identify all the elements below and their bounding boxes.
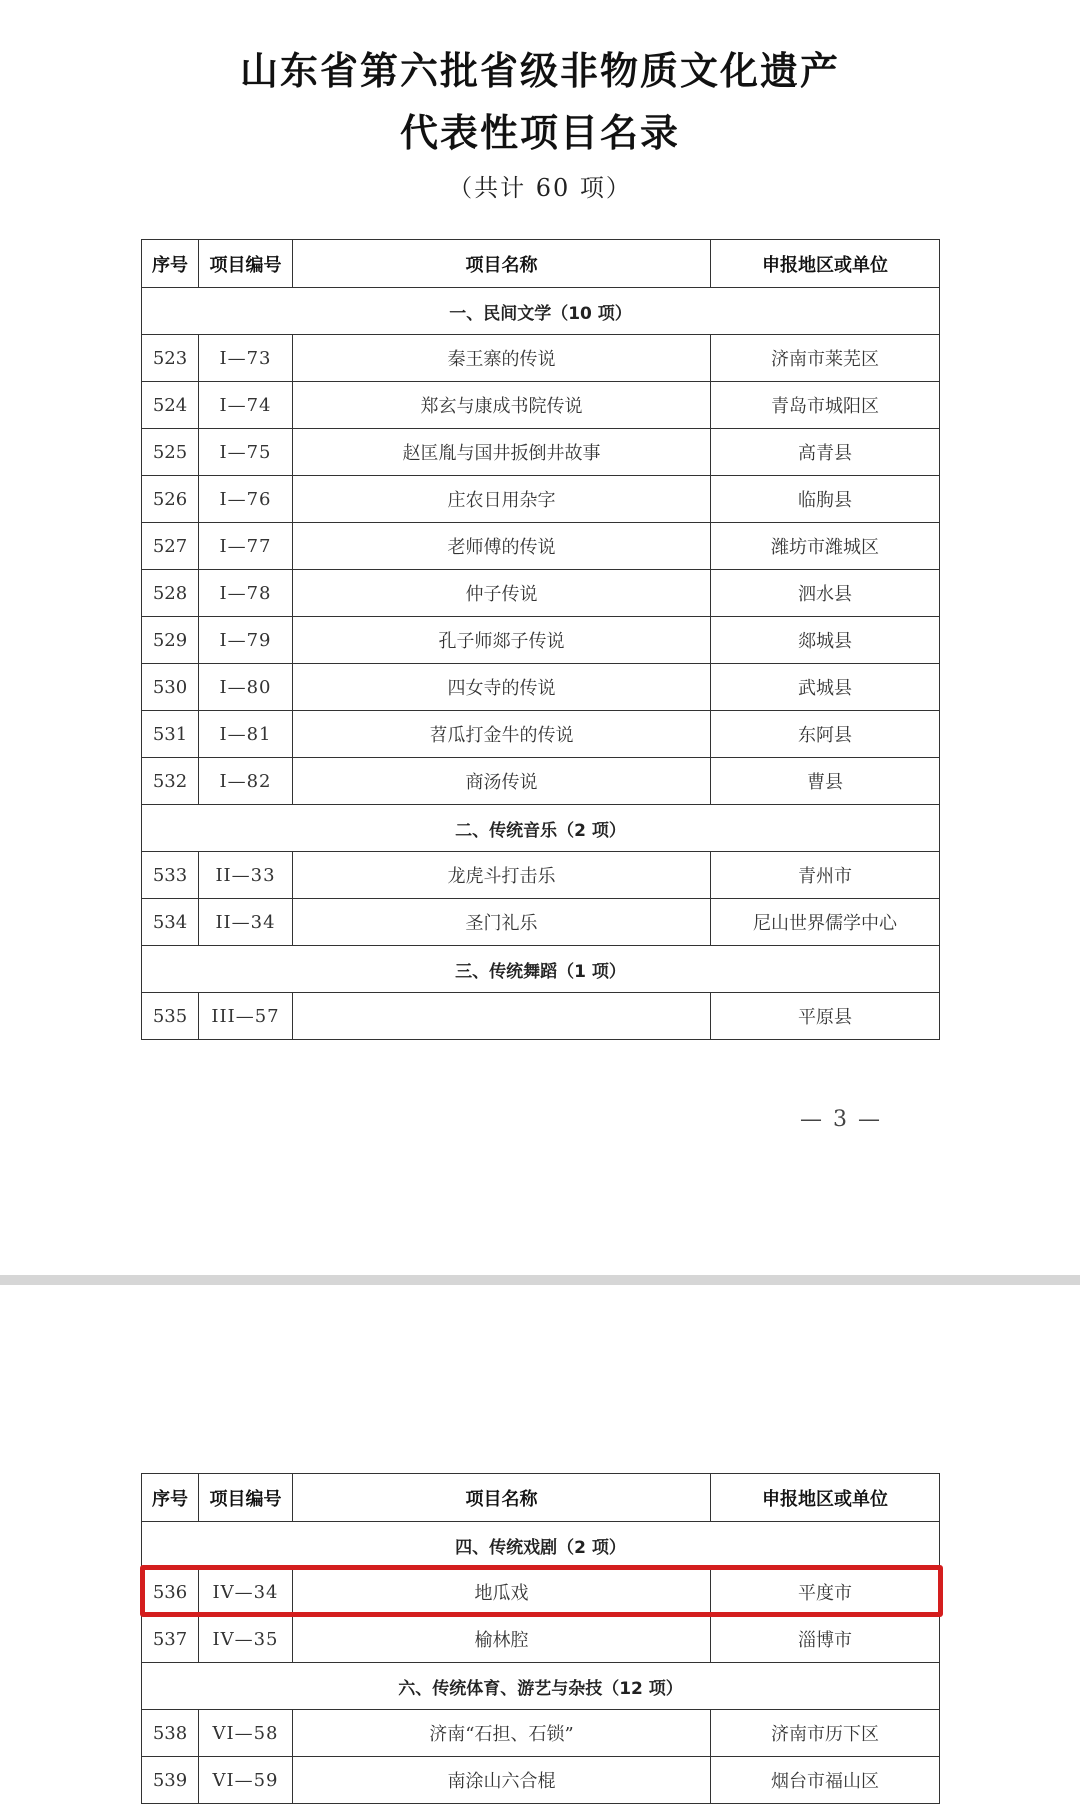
table-header-row [142, 240, 940, 288]
cell-code: II—34 [199, 899, 293, 946]
category-label: 三、传统舞蹈（1 项） [142, 946, 940, 993]
document-title-line-2: 代表性项目名录 [399, 111, 680, 155]
cell-region: 济南市莱芜区 [711, 335, 940, 382]
document-page-2 [0, 1285, 1080, 1810]
header-region: 申报地区或单位 [711, 1474, 940, 1522]
cell-serial: 527 [142, 523, 199, 570]
header-project-name: 项目名称 [293, 1474, 711, 1522]
cell-serial: 523 [142, 335, 199, 382]
cell-project-name: 圣门礼乐 [293, 899, 711, 946]
table-row [142, 993, 940, 1040]
cell-serial: 531 [142, 711, 199, 758]
category-row-traditional-drama [142, 1522, 940, 1569]
cell-region: 淄博市 [711, 1616, 940, 1663]
table-row [142, 852, 940, 899]
cell-project-name: 苕瓜打金牛的传说 [293, 711, 711, 758]
cell-serial: 525 [142, 429, 199, 476]
cell-project-name: 庄农日用杂字 [293, 476, 711, 523]
header-serial: 序号 [142, 1474, 199, 1522]
cell-serial: 529 [142, 617, 199, 664]
table-row-highlighted [142, 1569, 940, 1616]
header-region: 申报地区或单位 [711, 240, 940, 288]
document-title-line-1: 山东省第六批省级非物质文化遗产 [239, 49, 840, 93]
cell-region: 济南市历下区 [711, 1710, 940, 1757]
table-row [142, 1757, 940, 1804]
table-row [142, 758, 940, 805]
cell-region: 临朐县 [711, 476, 940, 523]
document-subtitle: （共计 60 项） [448, 174, 632, 202]
cell-region: 烟台市福山区 [711, 1757, 940, 1804]
cell-code: I—79 [199, 617, 293, 664]
cell-serial: 536 [142, 1569, 199, 1616]
cell-code: I—78 [199, 570, 293, 617]
cell-region: 东阿县 [711, 711, 940, 758]
cell-region: 武城县 [711, 664, 940, 711]
table-row [142, 382, 940, 429]
cell-region: 郯城县 [711, 617, 940, 664]
cell-serial: 524 [142, 382, 199, 429]
cell-region: 青岛市城阳区 [711, 382, 940, 429]
cell-project-name: 南涂山六合棍 [293, 1757, 711, 1804]
cell-project-name: 老师傅的传说 [293, 523, 711, 570]
heritage-table-page-1 [141, 239, 940, 1040]
cell-code: IV—34 [199, 1569, 293, 1616]
cell-region: 尼山世界儒学中心 [711, 899, 940, 946]
cell-region: 曹县 [711, 758, 940, 805]
cell-project-name [293, 993, 711, 1040]
category-label: 二、传统音乐（2 项） [142, 805, 940, 852]
cell-code: IV—35 [199, 1616, 293, 1663]
cell-region: 高青县 [711, 429, 940, 476]
cell-project-name: 赵匡胤与国井扳倒井故事 [293, 429, 711, 476]
table-row [142, 476, 940, 523]
page-number: — 3 — [800, 1107, 882, 1132]
cell-serial: 537 [142, 1616, 199, 1663]
cell-code: I—76 [199, 476, 293, 523]
cell-code: I—80 [199, 664, 293, 711]
header-serial: 序号 [142, 240, 199, 288]
table-row [142, 1710, 940, 1757]
table-row [142, 711, 940, 758]
cell-project-name: 郑玄与康成书院传说 [293, 382, 711, 429]
category-label: 四、传统戏剧（2 项） [142, 1522, 940, 1569]
header-code: 项目编号 [199, 240, 293, 288]
cell-project-name: 地瓜戏 [293, 1569, 711, 1616]
cell-serial: 528 [142, 570, 199, 617]
category-row-folk-literature [142, 288, 940, 335]
cell-code: III—57 [199, 993, 293, 1040]
cell-region: 青州市 [711, 852, 940, 899]
cell-code: I—82 [199, 758, 293, 805]
cell-code: I—75 [199, 429, 293, 476]
category-row-traditional-dance [142, 946, 940, 993]
cell-region: 平原县 [711, 993, 940, 1040]
page-separator [0, 1275, 1080, 1285]
cell-serial: 526 [142, 476, 199, 523]
heritage-table-page-2 [141, 1473, 940, 1804]
cell-serial: 530 [142, 664, 199, 711]
cell-code: I—77 [199, 523, 293, 570]
category-row-traditional-music [142, 805, 940, 852]
table-row [142, 570, 940, 617]
cell-project-name: 四女寺的传说 [293, 664, 711, 711]
cell-region: 泗水县 [711, 570, 940, 617]
cell-project-name: 商汤传说 [293, 758, 711, 805]
header-code: 项目编号 [199, 1474, 293, 1522]
cell-code: VI—59 [199, 1757, 293, 1804]
cell-project-name: 榆林腔 [293, 1616, 711, 1663]
cell-project-name: 济南“石担、石锁” [293, 1710, 711, 1757]
table-row [142, 664, 940, 711]
cell-region: 平度市 [711, 1569, 940, 1616]
cell-code: I—74 [199, 382, 293, 429]
cell-code: II—33 [199, 852, 293, 899]
table-row [142, 523, 940, 570]
cell-project-name: 秦王寨的传说 [293, 335, 711, 382]
table-row [142, 335, 940, 382]
category-label: 六、传统体育、游艺与杂技（12 项） [142, 1663, 940, 1710]
cell-project-name: 孔子师郯子传说 [293, 617, 711, 664]
cell-serial: 538 [142, 1710, 199, 1757]
cell-code: I—73 [199, 335, 293, 382]
table-row [142, 429, 940, 476]
cell-serial: 532 [142, 758, 199, 805]
cell-region: 潍坊市潍城区 [711, 523, 940, 570]
cell-serial: 533 [142, 852, 199, 899]
cell-serial: 535 [142, 993, 199, 1040]
cell-code: I—81 [199, 711, 293, 758]
category-label: 一、民间文学（10 项） [142, 288, 940, 335]
cell-serial: 534 [142, 899, 199, 946]
table-row [142, 899, 940, 946]
cell-project-name: 龙虎斗打击乐 [293, 852, 711, 899]
cell-serial: 539 [142, 1757, 199, 1804]
cell-project-name: 仲子传说 [293, 570, 711, 617]
header-project-name: 项目名称 [293, 240, 711, 288]
cell-code: VI—58 [199, 1710, 293, 1757]
category-row-sports-games-acrobatics [142, 1663, 940, 1710]
table-row [142, 617, 940, 664]
table-header-row [142, 1474, 940, 1522]
table-row [142, 1616, 940, 1663]
